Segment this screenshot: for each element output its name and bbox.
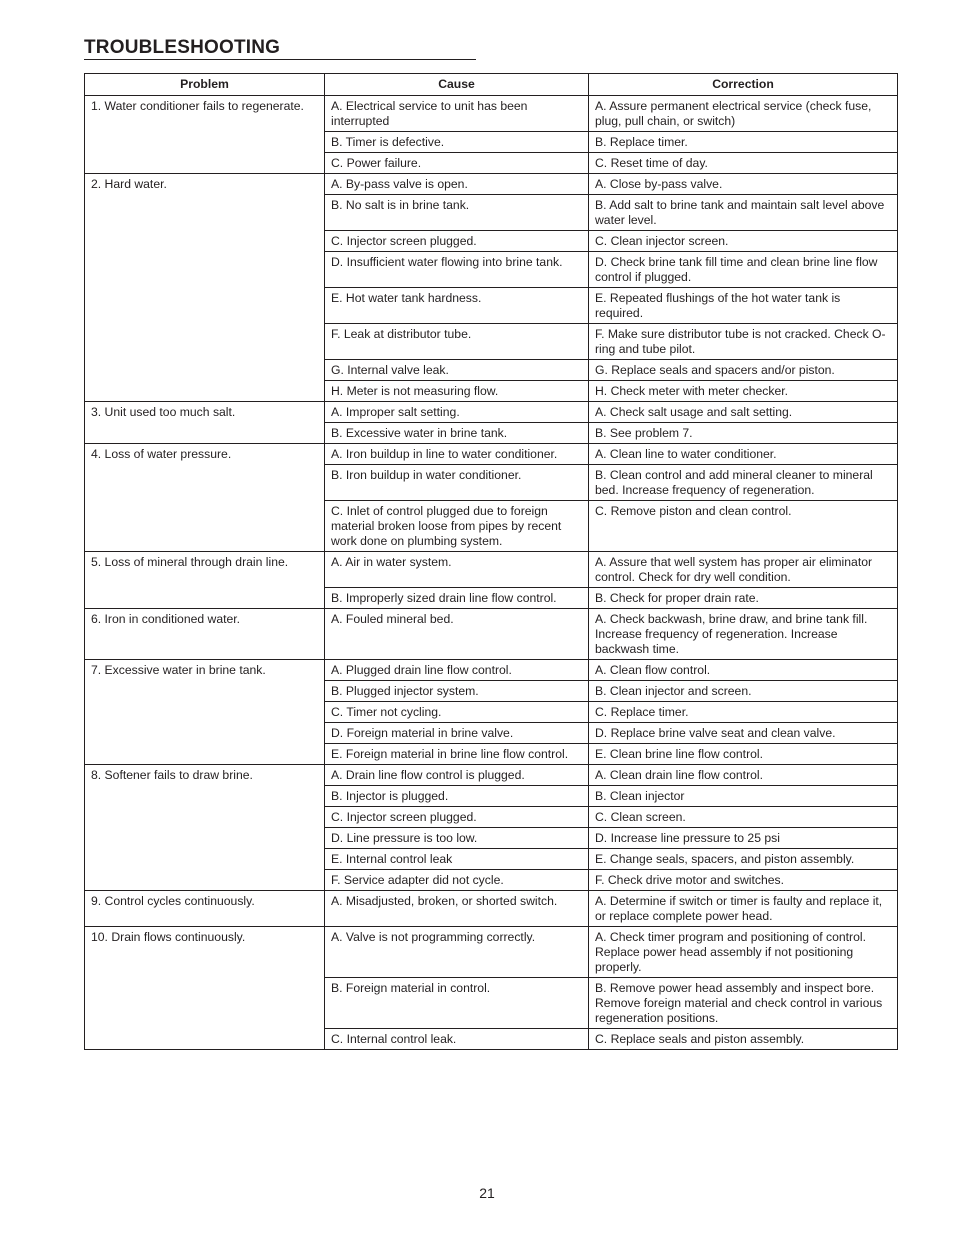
cause-cell: A. Improper salt setting. <box>325 402 589 423</box>
page-number: 21 <box>479 1185 495 1201</box>
table-row <box>85 765 898 786</box>
cause-cell: C. Injector screen plugged. <box>325 807 589 828</box>
correction-cell: D. Increase line pressure to 25 psi <box>589 828 898 849</box>
correction-cell: C. Replace seals and piston assembly. <box>589 1029 898 1050</box>
correction-cell: F. Check drive motor and switches. <box>589 870 898 891</box>
cause-cell: A. Misadjusted, broken, or shorted switch. <box>325 891 589 927</box>
cause-cell: A. By-pass valve is open. <box>325 174 589 195</box>
cause-cell: B. Injector is plugged. <box>325 786 589 807</box>
cause-cell: H. Meter is not measuring flow. <box>325 381 589 402</box>
header-correction: Correction <box>589 74 898 96</box>
correction-cell: E. Clean brine line flow control. <box>589 744 898 765</box>
problem-cell: 9. Control cycles continuously. <box>85 891 325 927</box>
correction-cell: G. Replace seals and spacers and/or piston. <box>589 360 898 381</box>
correction-cell: C. Clean screen. <box>589 807 898 828</box>
cause-cell: B. Excessive water in brine tank. <box>325 423 589 444</box>
correction-cell: A. Close by-pass valve. <box>589 174 898 195</box>
cause-cell: A. Valve is not programming correctly. <box>325 927 589 978</box>
problem-cell: 3. Unit used too much salt. <box>85 402 325 444</box>
table-row <box>85 402 898 423</box>
page-title: TROUBLESHOOTING <box>84 37 281 58</box>
header-problem: Problem <box>85 74 325 96</box>
cause-cell: F. Service adapter did not cycle. <box>325 870 589 891</box>
table-row <box>85 174 898 195</box>
troubleshooting-table <box>84 73 898 1050</box>
correction-cell: B. Clean control and add mineral cleaner to mineral bed. Increase frequency of regeneration. <box>589 465 898 501</box>
correction-cell: A. Determine if switch or timer is faulty and replace it, or replace complete power head. <box>589 891 898 927</box>
cause-cell: C. Power failure. <box>325 153 589 174</box>
correction-cell: B. See problem 7. <box>589 423 898 444</box>
cause-cell: F. Leak at distributor tube. <box>325 324 589 360</box>
correction-cell: E. Change seals, spacers, and piston assembly. <box>589 849 898 870</box>
cause-cell: C. Timer not cycling. <box>325 702 589 723</box>
correction-cell: A. Clean drain line flow control. <box>589 765 898 786</box>
cause-cell: B. Foreign material in control. <box>325 978 589 1029</box>
problem-cell: 5. Loss of mineral through drain line. <box>85 552 325 609</box>
table-header-row <box>85 74 898 96</box>
cause-cell: D. Line pressure is too low. <box>325 828 589 849</box>
correction-cell: F. Make sure distributor tube is not cracked. Check O-ring and tube pilot. <box>589 324 898 360</box>
correction-cell: A. Check backwash, brine draw, and brine tank fill. Increase frequency of regeneration. Increase backwash time. <box>589 609 898 660</box>
correction-cell: B. Check for proper drain rate. <box>589 588 898 609</box>
problem-cell: 1. Water conditioner fails to regenerate. <box>85 96 325 174</box>
cause-cell: A. Plugged drain line flow control. <box>325 660 589 681</box>
correction-cell: D. Check brine tank fill time and clean brine line flow control if plugged. <box>589 252 898 288</box>
problem-cell: 2. Hard water. <box>85 174 325 402</box>
cause-cell: A. Fouled mineral bed. <box>325 609 589 660</box>
table-row <box>85 927 898 978</box>
correction-cell: H. Check meter with meter checker. <box>589 381 898 402</box>
table-row <box>85 660 898 681</box>
correction-cell: A. Assure permanent electrical service (check fuse, plug, pull chain, or switch) <box>589 96 898 132</box>
correction-cell: B. Clean injector and screen. <box>589 681 898 702</box>
cause-cell: B. Improperly sized drain line flow control. <box>325 588 589 609</box>
correction-cell: C. Clean injector screen. <box>589 231 898 252</box>
table-row <box>85 444 898 465</box>
correction-cell: C. Replace timer. <box>589 702 898 723</box>
cause-cell: A. Air in water system. <box>325 552 589 588</box>
problem-cell: 7. Excessive water in brine tank. <box>85 660 325 765</box>
table-row <box>85 891 898 927</box>
cause-cell: D. Foreign material in brine valve. <box>325 723 589 744</box>
problem-cell: 4. Loss of water pressure. <box>85 444 325 552</box>
page-title-underline <box>84 37 476 60</box>
correction-cell: A. Check timer program and positioning of control. Replace power head assembly if not positioning properly. <box>589 927 898 978</box>
correction-cell: E. Repeated flushings of the hot water tank is required. <box>589 288 898 324</box>
cause-cell: B. Timer is defective. <box>325 132 589 153</box>
table-body <box>85 96 898 1050</box>
correction-cell: B. Remove power head assembly and inspect bore. Remove foreign material and check control in various regeneration positions. <box>589 978 898 1029</box>
cause-cell: E. Internal control leak <box>325 849 589 870</box>
correction-cell: A. Clean line to water conditioner. <box>589 444 898 465</box>
cause-cell: G. Internal valve leak. <box>325 360 589 381</box>
correction-cell: B. Clean injector <box>589 786 898 807</box>
problem-cell: 8. Softener fails to draw brine. <box>85 765 325 891</box>
table-row <box>85 609 898 660</box>
cause-cell: B. No salt is in brine tank. <box>325 195 589 231</box>
problem-cell: 6. Iron in conditioned water. <box>85 609 325 660</box>
cause-cell: B. Iron buildup in water conditioner. <box>325 465 589 501</box>
correction-cell: A. Assure that well system has proper air eliminator control. Check for dry well condition. <box>589 552 898 588</box>
table-row <box>85 552 898 588</box>
correction-cell: C. Remove piston and clean control. <box>589 501 898 552</box>
cause-cell: A. Electrical service to unit has been interrupted <box>325 96 589 132</box>
cause-cell: A. Iron buildup in line to water conditioner. <box>325 444 589 465</box>
header-cause: Cause <box>325 74 589 96</box>
table-row <box>85 96 898 132</box>
cause-cell: C. Inlet of control plugged due to foreign material broken loose from pipes by recent work done on plumbing system. <box>325 501 589 552</box>
correction-cell: D. Replace brine valve seat and clean valve. <box>589 723 898 744</box>
cause-cell: D. Insufficient water flowing into brine tank. <box>325 252 589 288</box>
cause-cell: E. Foreign material in brine line flow control. <box>325 744 589 765</box>
correction-cell: C. Reset time of day. <box>589 153 898 174</box>
cause-cell: E. Hot water tank hardness. <box>325 288 589 324</box>
correction-cell: B. Replace timer. <box>589 132 898 153</box>
cause-cell: C. Injector screen plugged. <box>325 231 589 252</box>
cause-cell: A. Drain line flow control is plugged. <box>325 765 589 786</box>
correction-cell: B. Add salt to brine tank and maintain salt level above water level. <box>589 195 898 231</box>
problem-cell: 10. Drain flows continuously. <box>85 927 325 1050</box>
correction-cell: A. Clean flow control. <box>589 660 898 681</box>
cause-cell: C. Internal control leak. <box>325 1029 589 1050</box>
cause-cell: B. Plugged injector system. <box>325 681 589 702</box>
correction-cell: A. Check salt usage and salt setting. <box>589 402 898 423</box>
